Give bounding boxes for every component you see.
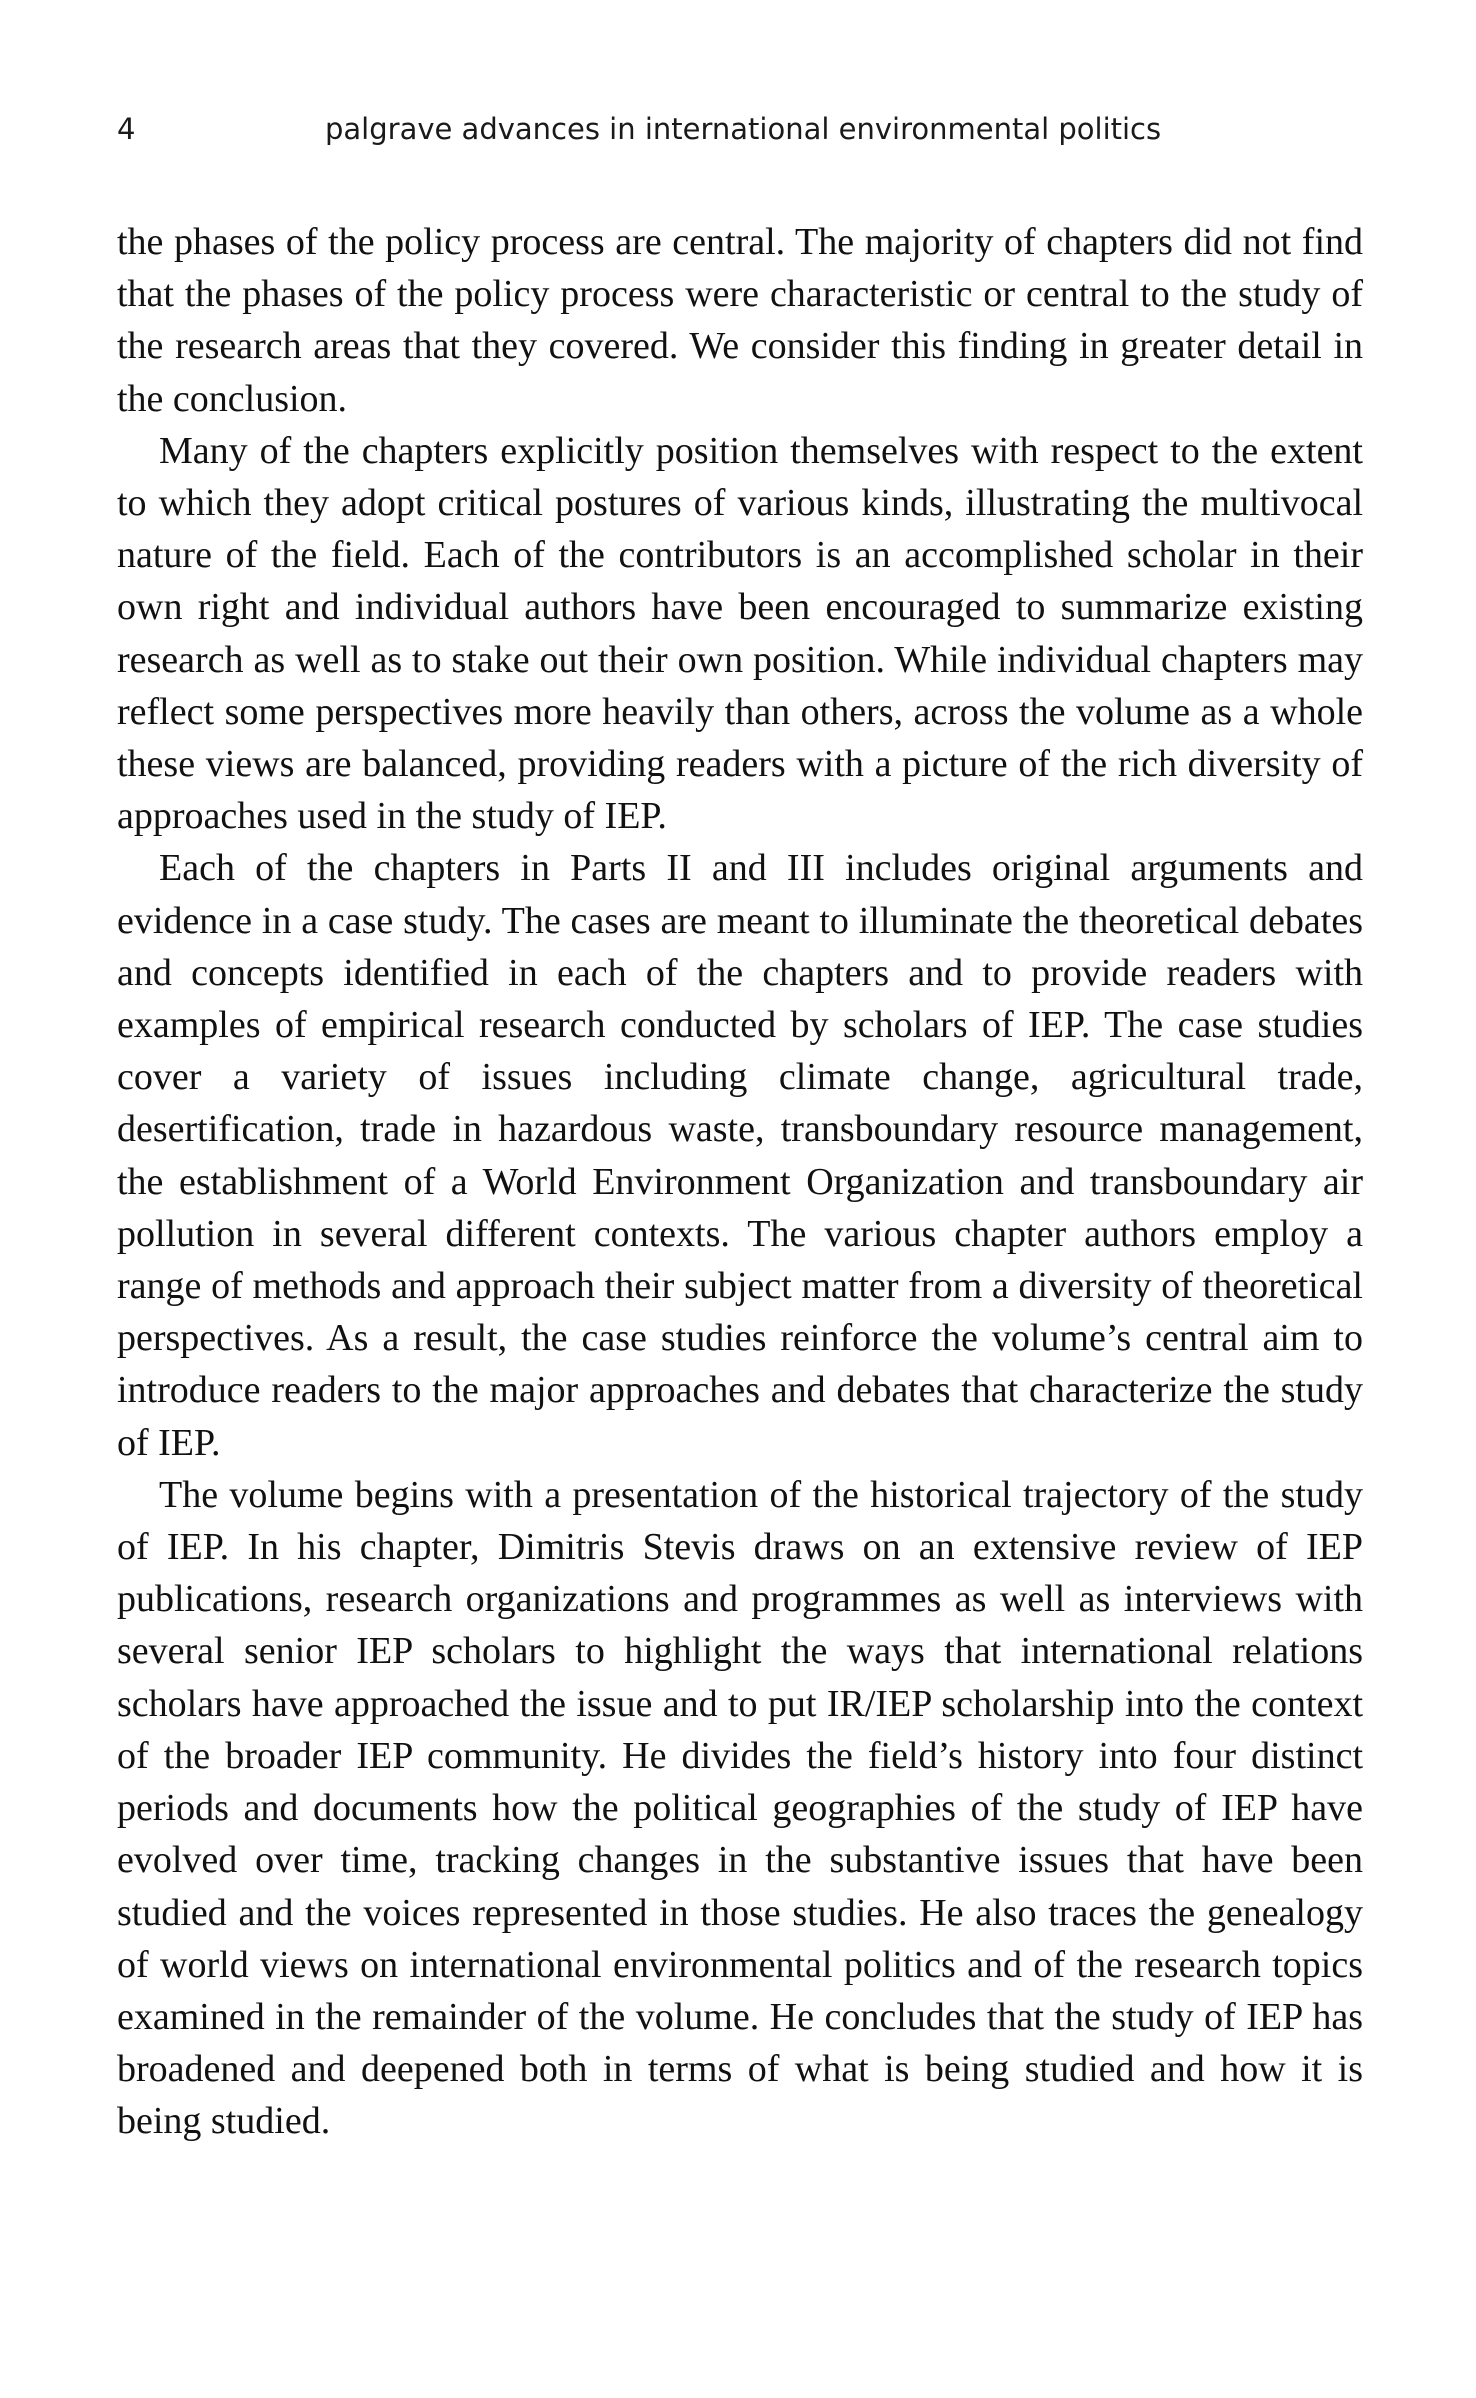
paragraph-1: the phases of the policy process are central. The majority of chapters did not find that the phases of the policy process were characteristic or central to the study of the research areas that they covered. We consider this finding in greater detail in the conclusion. [117,221,1363,420]
paragraph-2: Many of the chapters explicitly position themselves with respect to the extent to which they adopt critical postures of various kinds, illustrating the multivocal nature of the field. Each of the contributors is an accomplished scholar in their own right and individual authors have been encouraged to summarize existing research as well as to stake out their own position. While individual chapters may reflect some perspectives more heavily than others, across the volume as a whole these views are balanced, providing readers with a picture of the rich diversity of approaches used in the study of IEP. [117,429,1363,838]
running-head [117,112,1363,152]
paragraph-4: The volume begins with a presentation of the historical trajectory of the study of IEP. In his chapter, Dimitris Stevis draws on an extensive review of IEP publications, research organizations and programmes as well as interviews with several senior IEP scholars to highlight the ways that international relations scholars have approached the issue and to put IR/IEP scholarship into the context of the broader IEP community. He divides the field’s history into four distinct periods and documents how the political geographies of the study of IEP have evolved over time, tracking changes in the substantive issues that have been studied and the voices represented in those studies. He also traces the genealogy of world views on international environmental politics and of the research topics examined in the remainder of the volume. He concludes that the study of IEP has broadened and deepened both in terms of what is being studied and how it is being studied. [117,1473,1363,2143]
running-title: palgrave advances in international environmental politics [325,112,1162,146]
body-text [117,216,1363,2148]
page-number: 4 [117,112,136,146]
paragraph-3: Each of the chapters in Parts II and III includes original arguments and evidence in a case study. The cases are meant to illuminate the theoretical debates and concepts identified in each of the chapters and to provide readers with examples of empirical research conducted by scholars of IEP. The case studies cover a variety of issues including climate change, agricultural trade, desertification, trade in hazardous waste, transboundary resource management, the establishment of a World Environment Organization and transboundary air pollution in several different contexts. The various chapter authors employ a range of methods and approach their subject matter from a diversity of theoretical perspectives. As a result, the case studies reinforce the volume’s central aim to introduce readers to the major approaches and debates that characterize the study of IEP. [117,847,1363,1464]
